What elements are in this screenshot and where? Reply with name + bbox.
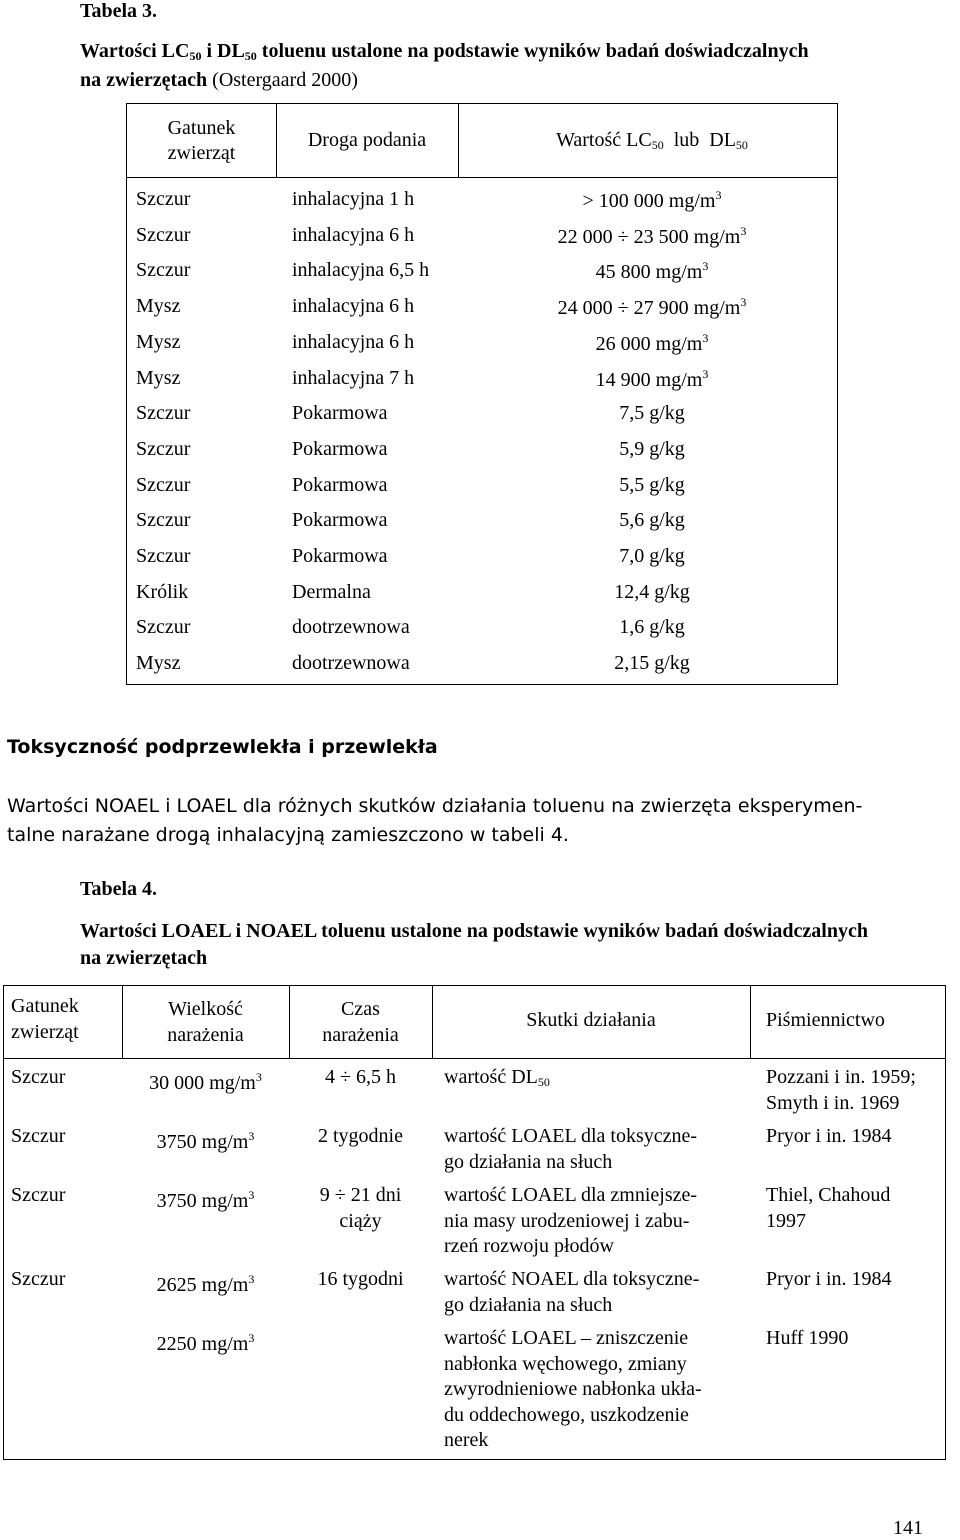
cell-exposure-line: 2625 $mg/m^3$: [156, 1272, 255, 1296]
cell-effects-line: go działania na słuch: [444, 1293, 613, 1316]
cell-effects-line: nabłonka węchowego, zmiany: [444, 1352, 687, 1375]
cell-references-line: Smyth i in. 1969: [766, 1091, 900, 1114]
cell-exposure: [122, 1124, 289, 1156]
table3: [126, 103, 838, 685]
cell-species-line: Szczur: [11, 1125, 66, 1147]
table-row: [127, 367, 837, 403]
table3-caption: Wartości $LC_{50}$ i $DL_{50}$ toluenu ustalone na podstawie wyników badań doświadczalnych: [80, 40, 809, 63]
cell-species: Szczur: [136, 545, 191, 567]
cell-references-line: Pryor i in. 1984: [766, 1268, 892, 1290]
section-paragraph-line2: talne narażane drogą inhalacyjną zamieszczono w tabeli 4.: [7, 824, 569, 846]
cell-species: Szczur: [136, 509, 191, 532]
table4-header-effects: Skutki działania: [526, 1009, 656, 1031]
cell-species: [11, 1183, 65, 1209]
cell-route: Pokarmowa: [292, 402, 388, 425]
table4-header-species: [11, 994, 79, 1045]
cell-species-line: Szczur: [11, 1184, 66, 1206]
table3-caption-bold: na zwierzętach: [80, 69, 208, 91]
cell-time: [289, 1183, 432, 1234]
table4-caption-line2: na zwierzętach: [80, 947, 208, 969]
cell-species: Królik: [136, 580, 189, 603]
cell-value: 5,5 g/kg: [619, 473, 685, 496]
header-time-line1: Czas: [341, 998, 380, 1020]
cell-value: 12,4 g/kg: [614, 580, 690, 603]
table-row: [127, 224, 837, 260]
cell-references-line: Huff 1990: [766, 1327, 849, 1349]
cell-effects: [444, 1326, 702, 1454]
table-row: [127, 259, 837, 295]
cell-species: [11, 1267, 65, 1293]
cell-effects-line: go działania na słuch: [444, 1150, 613, 1173]
table4-header-references: Piśmiennictwo: [766, 1009, 885, 1031]
table-row: [127, 509, 837, 545]
header-species-line1: Gatunek: [11, 995, 79, 1017]
table3-header-species: [127, 116, 276, 166]
table-row: [127, 438, 837, 474]
cell-effects-line: zwyrodnieniowe nabłonka ukła-: [444, 1378, 702, 1400]
cell-time-line: 9 ÷ 21 dni: [319, 1184, 402, 1206]
cell-species: Szczur: [136, 437, 191, 460]
cell-time: [289, 1267, 432, 1293]
cell-references: [766, 1267, 892, 1293]
cell-effects-line: nerek: [444, 1429, 489, 1451]
table3-caption-source: (Ostergaard 2000): [207, 69, 358, 91]
cell-species: [11, 1124, 65, 1150]
cell-route: Pokarmowa: [292, 545, 388, 567]
cell-references: [766, 1326, 848, 1352]
cell-species: Szczur: [136, 473, 191, 496]
cell-exposure: [122, 1065, 289, 1097]
table3-label: Tabela 3.: [80, 0, 158, 22]
cell-route: inhalacyjna 1 h: [292, 188, 415, 210]
cell-effects: [444, 1267, 699, 1318]
cell-value: 7,5 g/kg: [619, 402, 685, 425]
section-paragraph-line1: Wartości NOAEL i LOAEL dla różnych skutków działania toluenu na zwierzęta eksperymen-: [7, 795, 863, 817]
cell-species: [11, 1065, 65, 1091]
table4-caption: Wartości LOAEL i NOAEL toluenu ustalone na podstawie wyników badań doświadczalnych: [80, 920, 868, 942]
cell-value: 5,9 g/kg: [619, 437, 685, 460]
cell-value: 45 800 $mg/m^3$: [595, 259, 709, 284]
cell-references-line: Thiel, Chahoud: [766, 1184, 891, 1206]
section-heading: Toksyczność podprzewlekła i przewlekła: [7, 736, 438, 758]
table4-label: Tabela 4.: [80, 878, 158, 900]
table4-header-time: [289, 997, 432, 1048]
cell-effects: [444, 1124, 697, 1175]
cell-species: Szczur: [136, 259, 191, 282]
cell-route: inhalacyjna 6 h: [292, 330, 415, 353]
cell-species: Mysz: [136, 330, 181, 353]
header-species-line2: zwierząt: [167, 142, 236, 164]
cell-value: 26 000 $mg/m^3$: [595, 330, 709, 355]
cell-route: Dermalna: [292, 580, 371, 603]
table-row: [127, 581, 837, 617]
cell-effects-line: rzeń rozwoju płodów: [444, 1235, 614, 1257]
table3-header-route: Droga podania: [307, 129, 427, 151]
cell-value: 14 900 $mg/m^3$: [595, 366, 709, 391]
header-species-line1: Gatunek: [167, 117, 236, 139]
cell-species: Mysz: [136, 295, 181, 318]
cell-references: [766, 1065, 916, 1116]
cell-references-line: 1997: [766, 1209, 806, 1232]
page-number: 141: [893, 1517, 923, 1539]
cell-route: inhalacyjna 6,5 h: [292, 259, 430, 282]
cell-value: 5,6 g/kg: [619, 509, 685, 532]
table-row: [127, 402, 837, 438]
cell-route: Pokarmowa: [292, 473, 388, 496]
cell-species: Szczur: [136, 616, 191, 639]
cell-effects-line: du oddechowego, uszkodzenie: [444, 1403, 689, 1426]
cell-exposure: [122, 1267, 289, 1299]
cell-value: 2,15 g/kg: [614, 652, 690, 675]
cell-effects: [444, 1065, 550, 1096]
header-exposure-line1: Wielkość: [168, 998, 243, 1020]
cell-time: [289, 1065, 432, 1091]
cell-effects-line: wartość LOAEL – zniszczenie: [444, 1327, 689, 1349]
table-row: [127, 652, 837, 688]
table4: [3, 985, 946, 1460]
cell-time: [289, 1124, 432, 1150]
cell-species: Szczur: [136, 402, 191, 425]
cell-value: > 100 000 $mg/m^3$: [582, 188, 722, 212]
cell-species-line: Szczur: [11, 1268, 66, 1290]
cell-value: 22 000 ÷ 23 500 $mg/m^3$: [557, 223, 747, 248]
cell-route: Pokarmowa: [292, 437, 388, 460]
cell-route: inhalacyjna 6 h: [292, 295, 415, 318]
cell-route: inhalacyjna 6 h: [292, 223, 415, 246]
cell-time-line: 2 tygodnie: [318, 1125, 403, 1147]
cell-time-line: 16 tygodni: [317, 1268, 404, 1290]
cell-effects-line: wartość $DL_{50}$: [444, 1066, 550, 1089]
cell-effects-line: wartość NOAEL dla toksyczne-: [444, 1268, 700, 1290]
table-row: [127, 331, 837, 367]
cell-species: Szczur: [136, 188, 191, 210]
cell-species: Mysz: [136, 652, 181, 675]
cell-effects-line: nia masy urodzeniowej i zabu-: [444, 1209, 690, 1232]
cell-species: Mysz: [136, 366, 181, 389]
cell-exposure: [122, 1183, 289, 1215]
table-row: [127, 474, 837, 510]
cell-exposure-line: 3750 $mg/m^3$: [156, 1129, 255, 1153]
header-species-line2: zwierząt: [11, 1020, 79, 1043]
cell-exposure-line: 30 000 $mg/m^3$: [149, 1070, 262, 1094]
header-exposure-line2: narażenia: [167, 1023, 244, 1046]
cell-time-line: 4 ÷ 6,5 h: [325, 1066, 396, 1088]
table4-header-exposure: [122, 997, 289, 1048]
table-row: [127, 545, 837, 581]
cell-references: [766, 1183, 890, 1234]
cell-route: dootrzewnowa: [292, 616, 410, 639]
cell-exposure-line: 2250 $mg/m^3$: [156, 1331, 255, 1355]
table3-header-value: Wartość $LC_{50}$ lub $DL_{50}$: [556, 129, 748, 152]
table3-caption-line2: [80, 69, 358, 92]
table-row: [127, 295, 837, 331]
cell-references-line: Pryor i in. 1984: [766, 1125, 892, 1147]
cell-effects-line: wartość LOAEL dla toksyczne-: [444, 1125, 698, 1147]
cell-exposure-line: 3750 $mg/m^3$: [156, 1188, 255, 1212]
cell-effects-line: wartość LOAEL dla zmniejsze-: [444, 1184, 698, 1206]
cell-value: 24 000 ÷ 27 900 $mg/m^3$: [557, 295, 747, 320]
table-row: [127, 188, 837, 224]
cell-references: [766, 1124, 892, 1150]
cell-route: Pokarmowa: [292, 509, 388, 532]
cell-route: inhalacyjna 7 h: [292, 366, 415, 389]
cell-value: 7,0 g/kg: [619, 545, 685, 567]
cell-exposure: [122, 1326, 289, 1358]
cell-route: dootrzewnowa: [292, 652, 410, 675]
cell-effects: [444, 1183, 697, 1260]
table-row: [127, 616, 837, 652]
cell-value: 1,6 g/kg: [619, 616, 685, 639]
cell-species-line: Szczur: [11, 1066, 66, 1088]
header-time-line2: narażenia: [322, 1023, 399, 1046]
cell-time-line: ciąży: [339, 1209, 382, 1232]
cell-references-line: Pozzani i in. 1959;: [766, 1066, 916, 1088]
cell-species: Szczur: [136, 223, 191, 246]
